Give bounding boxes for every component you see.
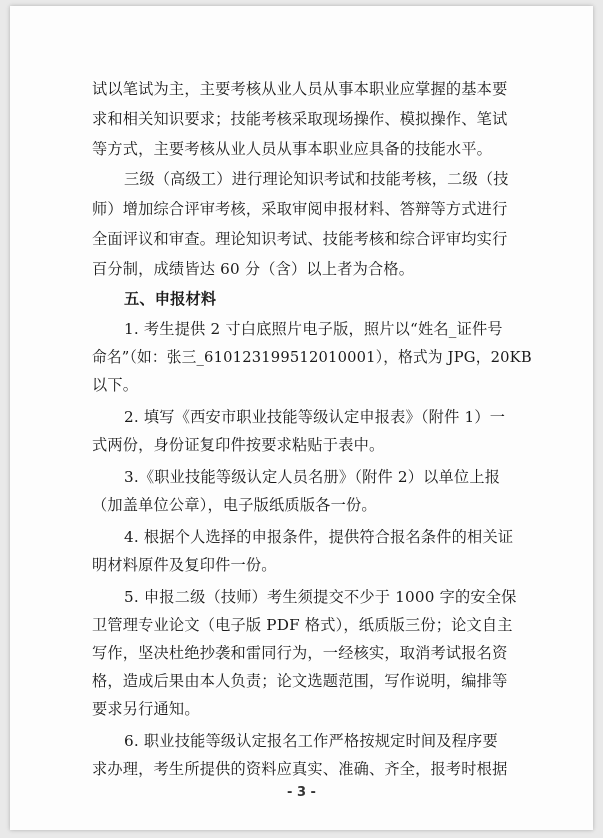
section-heading: 五、申报材料 [124,290,217,308]
page-number: - 3 - [287,785,316,800]
body-line: 卫管理专业论文（电子版 PDF 格式），纸质版三份；论文自主 [92,616,513,634]
document-page [10,6,593,830]
body-line: 求办理，考生所提供的资料应真实、准确、齐全，报考时根据 [92,760,508,778]
body-line: 式两份，身份证复印件按要求粘贴于表中。 [92,436,385,454]
body-line: 师）增加综合评审考核，采取审阅申报材料、答辩等方式进行 [92,200,508,218]
body-line: 4. 根据个人选择的申报条件，提供符合报名条件的相关证 [124,528,514,546]
body-line: 2. 填写《西安市职业技能等级认定申报表》（附件 1）一 [124,408,506,426]
body-line: 百分制，成绩皆达 60 分（含）以上者为合格。 [92,260,415,278]
body-line: 写作，坚决杜绝抄袭和雷同行为，一经核实，取消考试报名资 [92,644,508,662]
body-line: 等方式，主要考核从业人员从事本职业应具备的技能水平。 [92,140,493,158]
body-line: 3.《职业技能等级认定人员名册》（附件 2）以单位上报 [124,468,501,486]
body-line: 三级（高级工）进行理论知识考试和技能考核，二级（技 [124,170,509,188]
body-line: 6. 职业技能等级认定报名工作严格按规定时间及程序要 [124,732,498,750]
body-line: 以下。 [92,376,139,394]
body-line: 1. 考生提供 2 寸白底照片电子版，照片以“姓名_证件号 [124,320,503,338]
body-line: 明材料原件及复印件一份。 [92,556,277,574]
body-line: 求和相关知识要求；技能考核采取现场操作、模拟操作、笔试 [92,110,508,128]
body-line: 5. 申报二级（技师）考生须提交不少于 1000 字的安全保 [124,588,517,606]
body-line: 要求另行通知。 [92,700,200,718]
body-line: 试以笔试为主，主要考核从业人员从事本职业应掌握的基本要 [92,80,508,98]
body-line: （加盖单位公章），电子版纸质版各一份。 [92,496,377,514]
body-line: 全面评议和审查。理论知识考试、技能考核和综合评审均实行 [92,230,508,248]
body-line: 命名”（如：张三_610123199512010001），格式为 JPG，20KB [92,348,532,366]
body-line: 格，造成后果由本人负责；论文选题范围，写作说明，编排等 [92,672,508,690]
